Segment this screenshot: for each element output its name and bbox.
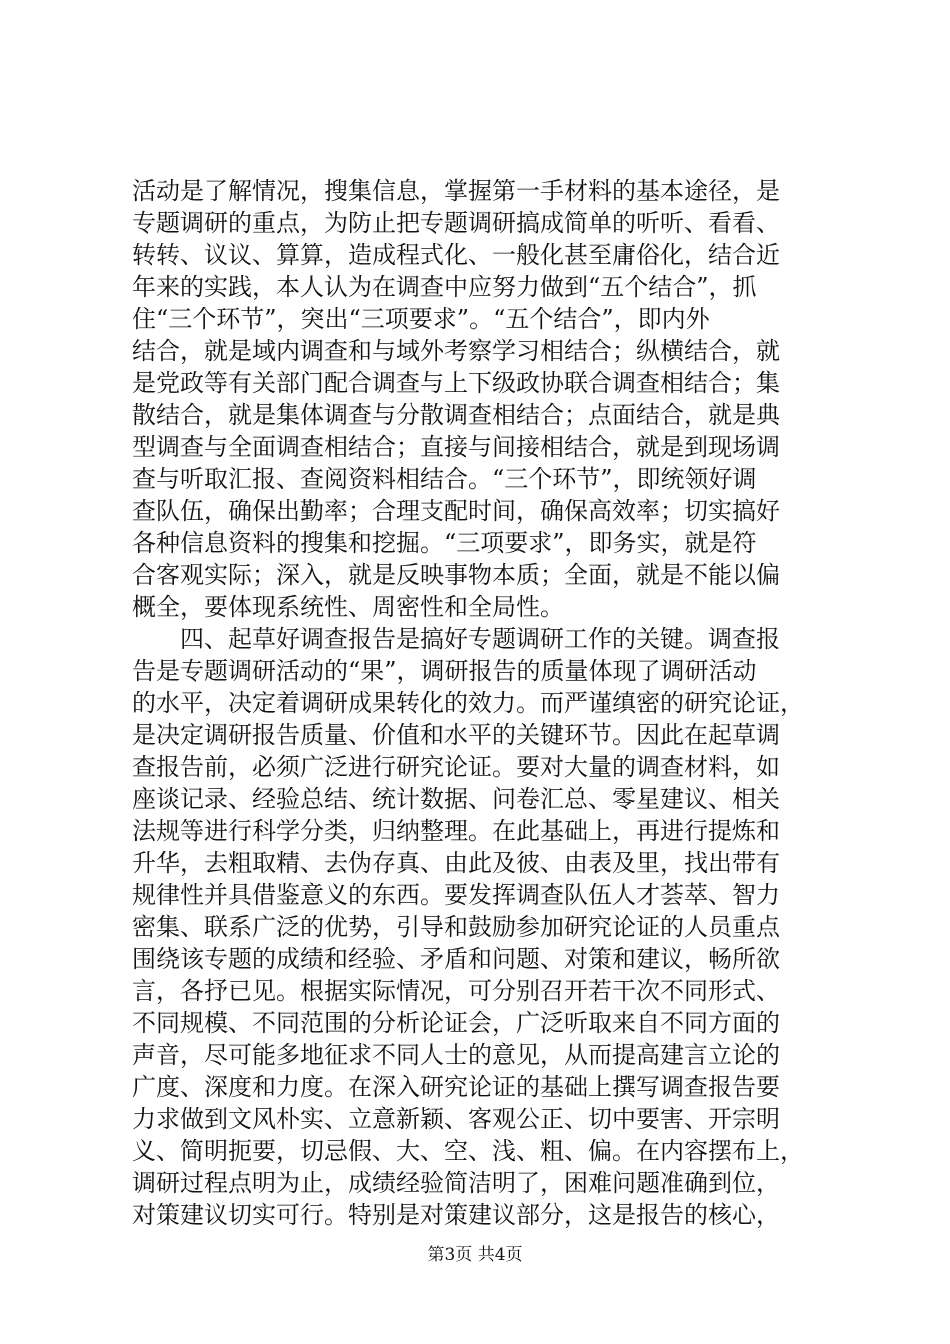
text-line: 不同规模、不同范围的分析论证会，广泛听取来自不同方面的 — [132, 1009, 780, 1037]
text-line: 查队伍，确保出勤率；合理支配时间，确保高效率；切实搞好 — [132, 497, 780, 525]
text-line: 结合，就是域内调查和与域外考察学习相结合；纵横结合，就 — [132, 337, 780, 365]
text-line: 专题调研的重点，为防止把专题调研搞成简单的听听、看看、 — [132, 209, 780, 237]
text-line: 声音，尽可能多地征求不同人士的意见，从而提高建言立论的 — [132, 1041, 780, 1069]
text-line: 座谈记录、经验总结、统计数据、问卷汇总、零星建议、相关 — [132, 785, 780, 813]
text-line: 查与听取汇报、查阅资料相结合。“三个环节”，即统领好调 — [132, 465, 757, 493]
text-line: 告是专题调研活动的“果”，调研报告的质量体现了调研活动 — [132, 657, 757, 685]
text-line: 概全，要体现系统性、周密性和全局性。 — [132, 593, 564, 621]
text-line: 义、简明扼要，切忌假、大、空、浅、粗、偏。在内容摆布上， — [132, 1137, 804, 1165]
text-line: 调研过程点明为止，成绩经验简洁明了，困难问题准确到位， — [132, 1169, 780, 1197]
text-line: 是决定调研报告质量、价值和水平的关键环节。因此在起草调 — [132, 721, 780, 749]
text-line: 规律性并具借鉴意义的东西。要发挥调查队伍人才荟萃、智力 — [132, 881, 780, 909]
text-line: 查报告前，必须广泛进行研究论证。要对大量的调查材料，如 — [132, 753, 780, 781]
text-line: 力求做到文风朴实、立意新颖、客观公正、切中要害、开宗明 — [132, 1105, 780, 1133]
text-line: 散结合，就是集体调查与分散调查相结合；点面结合，就是典 — [132, 401, 780, 429]
text-line: 升华，去粗取精、去伪存真、由此及彼、由表及里，找出带有 — [132, 849, 780, 877]
text-line: 四、起草好调查报告是搞好专题调研工作的关键。调查报 — [132, 625, 780, 653]
text-line: 法规等进行科学分类，归纳整理。在此基础上，再进行提炼和 — [132, 817, 780, 845]
text-line: 转转、议议、算算，造成程式化、一般化甚至庸俗化，结合近 — [132, 241, 780, 269]
text-line: 对策建议切实可行。特别是对策建议部分，这是报告的核心， — [132, 1201, 780, 1229]
body-text — [132, 175, 822, 1231]
text-line: 围绕该专题的成绩和经验、矛盾和问题、对策和建议，畅所欲 — [132, 945, 780, 973]
text-line: 型调查与全面调查相结合；直接与间接相结合，就是到现场调 — [132, 433, 780, 461]
text-line: 密集、联系广泛的优势，引导和鼓励参加研究论证的人员重点 — [132, 913, 780, 941]
text-line: 广度、深度和力度。在深入研究论证的基础上撰写调查报告要 — [132, 1073, 780, 1101]
text-line: 住“三个环节”，突出“三项要求”。“五个结合”，即内外 — [132, 305, 710, 333]
text-line: 合客观实际；深入，就是反映事物本质；全面，就是不能以偏 — [132, 561, 780, 589]
text-line: 的水平，决定着调研成果转化的效力。而严谨缜密的研究论证， — [132, 689, 804, 717]
page-footer: 第3页 共4页 — [427, 1245, 523, 1265]
text-line: 活动是了解情况，搜集信息，掌握第一手材料的基本途径，是 — [132, 177, 780, 205]
text-line: 各种信息资料的搜集和挖掘。“三项要求”，即务实，就是符 — [132, 529, 757, 557]
text-line: 是党政等有关部门配合调查与上下级政协联合调查相结合；集 — [132, 369, 780, 397]
text-line: 言，各抒已见。根据实际情况，可分别召开若干次不同形式、 — [132, 977, 780, 1005]
text-line: 年来的实践，本人认为在调查中应努力做到“五个结合”，抓 — [132, 273, 757, 301]
